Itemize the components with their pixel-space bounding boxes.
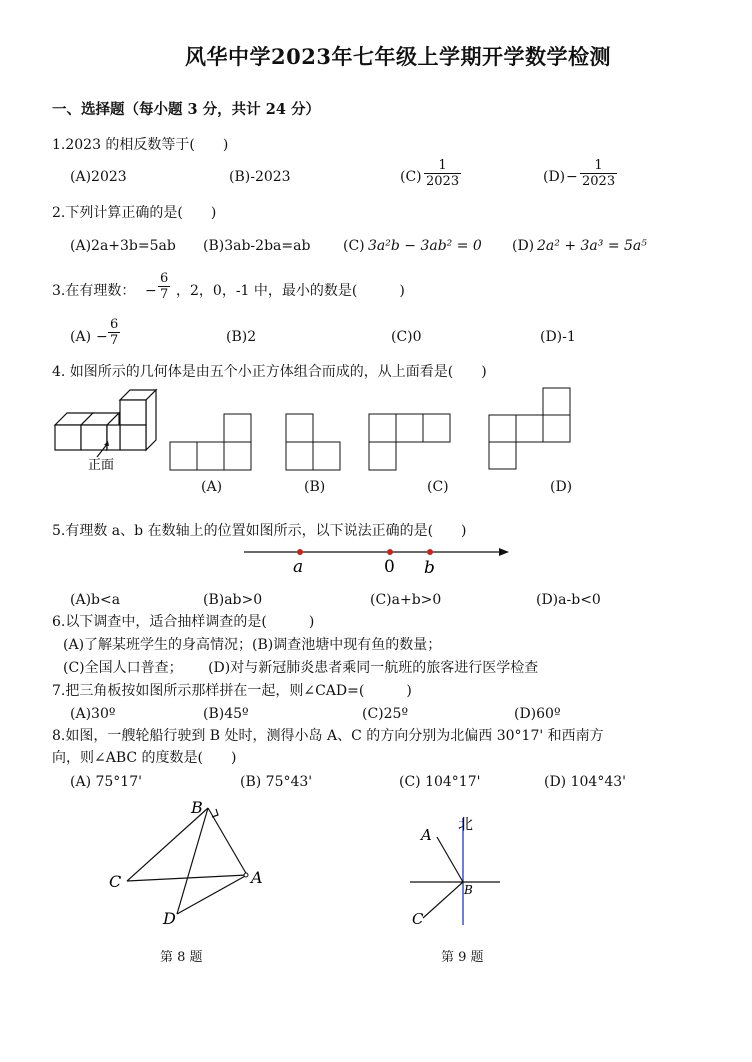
q3-option-a-sign: − [96, 329, 108, 345]
q4-option-b-figure [285, 413, 343, 471]
label-b: b [424, 558, 435, 578]
fig9-label-c: C [412, 910, 424, 928]
q1-c-denominator: 2023 [426, 174, 460, 189]
q1-option-d-label: (D) [543, 169, 566, 185]
q4-option-d-label: (D) [550, 479, 573, 495]
q4-option-c-figure [368, 413, 453, 471]
q7-option-b: (B)45º [203, 706, 249, 722]
q1-option-d-sign: − [566, 169, 578, 185]
label-a: a [293, 557, 304, 577]
q1-d-denominator: 2023 [582, 174, 616, 189]
q5-option-d: (D)a-b<0 [536, 592, 601, 608]
fig9-label-b: B [464, 883, 473, 897]
q7-option-d: (D)60º [514, 706, 561, 722]
q4-option-d-figure [487, 387, 572, 471]
q8-stem-line1: 8.如图，一艘轮船行驶到 B 处时，测得小岛 A、C 的方向分别为北偏西 30°17' 和西南方 [52, 728, 604, 744]
fig8-label-b: B [191, 798, 203, 817]
q3-stem-sign: − [145, 283, 157, 299]
q3-option-a-fraction [108, 318, 120, 348]
point-a [297, 549, 303, 555]
q8-option-a: (A) 75°17' [70, 774, 142, 790]
figure-9-caption: 第 9 题 [441, 950, 484, 965]
q2-option-d-label: (D) [512, 238, 535, 254]
q4-option-a-label: (A) [201, 479, 223, 495]
q5-stem: 5.有理数 a、b 在数轴上的位置如图所示，以下说法正确的是( ) [52, 523, 467, 539]
q7-stem: 7.把三角板按如图所示那样拼在一起，则∠CAD=( ) [52, 683, 412, 699]
front-view-label: 正面 [88, 458, 115, 473]
q4-option-b-label: (B) [304, 479, 326, 495]
q6-options-line1: (A)了解某班学生的身高情况；(B)调查池塘中现有鱼的数量； [63, 637, 442, 653]
q3-option-d: (D)-1 [540, 329, 576, 345]
q3-stem-numerator: 6 [160, 271, 169, 286]
q3-stem-denominator: 7 [160, 287, 169, 302]
q8-option-b: (B) 75°43' [240, 774, 313, 790]
q2-stem: 2.下列计算正确的是( ) [52, 205, 217, 221]
q2-option-b: (B)3ab-2ba=ab [203, 238, 311, 254]
q1-c-numerator: 1 [438, 158, 447, 173]
q8-stem-line2: 向，则∠ABC 的度数是( ) [52, 750, 237, 766]
q5-option-b: (B)ab>0 [203, 592, 263, 608]
q3-option-c: (C)0 [391, 329, 422, 345]
q4-solid-figure [50, 385, 160, 475]
q3-stem-fraction [158, 272, 170, 302]
label-zero: 0 [384, 557, 395, 577]
figure-9-bearings [405, 810, 515, 930]
fig9-label-a: A [421, 826, 432, 844]
q1-d-numerator: 1 [594, 158, 603, 173]
q6-options-line2: (C)全国人口普查； (D)对与新冠肺炎患者乘同一航班的旅客进行医学检查 [63, 660, 539, 676]
q1-option-c-label: (C) [400, 169, 422, 185]
q2-option-a: (A)2a+3b=5ab [70, 238, 176, 254]
figure-8-triangles [105, 795, 275, 930]
section-heading: 一、选择题（每小题 3 分，共计 24 分） [52, 101, 320, 118]
q2-option-d-expr: 2a² + 3a³ = 5a⁵ [537, 238, 647, 254]
q4-option-a-figure [168, 413, 253, 471]
q1-option-d-fraction [580, 159, 617, 189]
page-title: 风华中学2023年七年级上学期开学数学检测 [185, 44, 611, 69]
q7-option-c: (C)25º [362, 706, 409, 722]
q3-a-denominator: 7 [110, 333, 119, 348]
q5-number-line [244, 543, 514, 578]
q2-option-c-label: (C) [343, 238, 365, 254]
q3-a-numerator: 6 [110, 317, 119, 332]
q4-stem: 4. 如图所示的几何体是由五个小正方体组合而成的，从上面看是( ) [52, 364, 487, 380]
q5-option-c: (C)a+b>0 [370, 592, 442, 608]
q4-option-c-label: (C) [427, 479, 449, 495]
fig8-label-a: A [251, 868, 263, 887]
point-b [427, 549, 433, 555]
q1-option-c-fraction [424, 159, 461, 189]
q1-stem: 1.2023 的相反数等于( ) [52, 137, 229, 153]
q8-option-d: (D) 104°43' [544, 774, 626, 790]
figure-8-caption: 第 8 题 [160, 950, 203, 965]
q1-option-a: (A)2023 [70, 169, 127, 185]
q3-stem-start: 3.在有理数： [52, 283, 136, 299]
q8-option-c: (C) 104°17' [399, 774, 481, 790]
q3-option-b: (B)2 [226, 329, 257, 345]
q3-option-a-label: (A) [70, 329, 92, 345]
q3-stem-end: ，2，0，-1 中，最小的数是( ) [176, 283, 405, 299]
q6-stem: 6.以下调查中，适合抽样调查的是( ) [52, 614, 315, 630]
q5-option-a: (A)b<a [70, 592, 121, 608]
q2-option-c-expr: 3a²b − 3ab² = 0 [368, 238, 482, 254]
q7-option-a: (A)30º [70, 706, 116, 722]
fig8-label-c: C [109, 872, 122, 891]
q1-option-b: (B)-2023 [229, 169, 291, 185]
fig8-label-d: D [163, 909, 176, 928]
fig9-north-label: 北 [458, 815, 474, 833]
point-zero [387, 549, 393, 555]
